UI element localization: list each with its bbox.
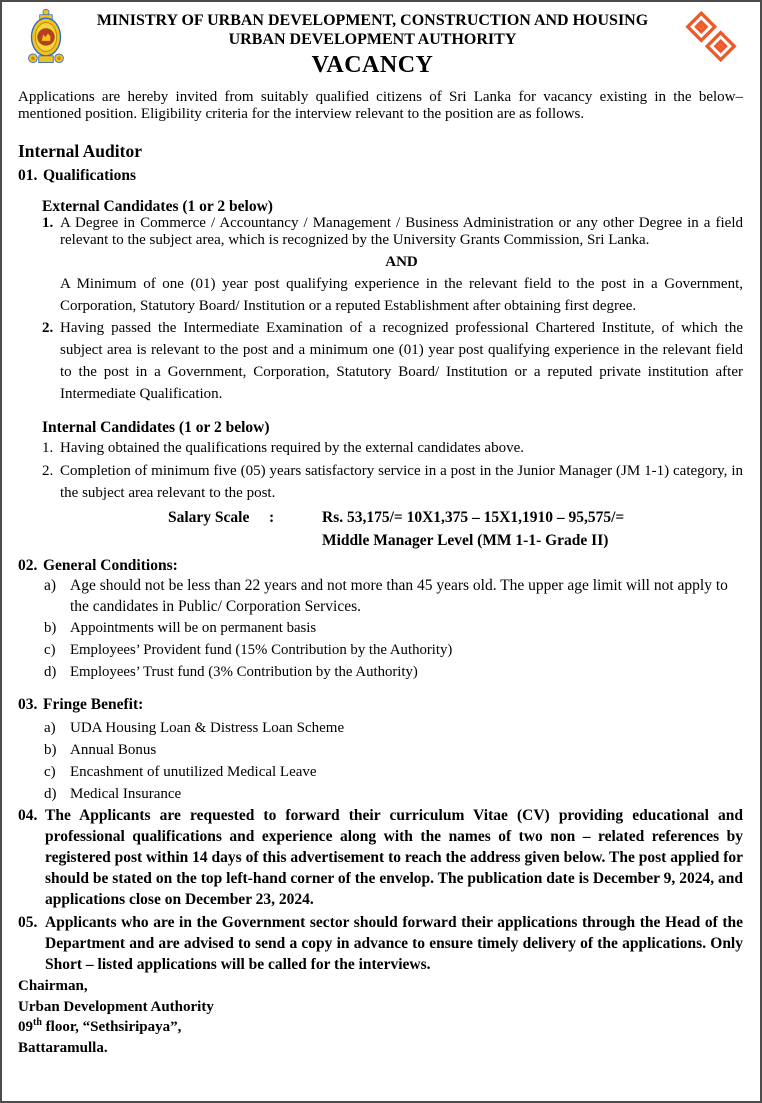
item-text: Medical Insurance [70, 786, 182, 803]
section-general-conditions-heading [18, 556, 743, 575]
fringe-benefit-list [44, 718, 743, 804]
section-title: Fringe Benefit: [43, 696, 144, 714]
uda-logo-icon [679, 10, 743, 63]
benefit-item-b [44, 740, 743, 760]
condition-item-c [44, 640, 743, 661]
salary-scale-row [168, 506, 743, 552]
and-connector: AND [385, 253, 418, 270]
section-qualifications-heading [18, 166, 743, 185]
sri-lanka-emblem-icon [26, 8, 66, 66]
address-line-city: Battaramulla. [18, 1039, 108, 1056]
application-instructions-text: The Applicants are requested to forward their curriculum Vitae (CV) providing educational and professional qualifications and experience along with the names of two non – related references by registered post within 14 days of this advertisement to reach the address given below. The post applied for should be stated on the top left-hand corner of the envelop. The publication date is December 9, 2024, and applications close on December 23, 2024. [45, 807, 743, 909]
authority-name: URBAN DEVELOPMENT AUTHORITY [228, 31, 517, 48]
section-number: 01. [18, 167, 38, 184]
salary-scale-label: Salary Scale [168, 509, 250, 527]
salary-scale-grade: Middle Manager Level (MM 1-1- Grade II) [322, 532, 609, 550]
external-item-1 [42, 215, 743, 317]
signatory-organization: Urban Development Authority [18, 998, 214, 1015]
degree-requirement: A Degree in Commerce / Accountancy / Management / Business Administration or any other Degree in a field relevant to the subject area, which is recognized by the University Grants Commission, Sri Lanka. [60, 215, 743, 248]
benefit-item-a [44, 718, 743, 738]
salary-scale-value [322, 506, 624, 552]
item-letter: c) [44, 764, 56, 781]
position-title: Internal Auditor [18, 141, 142, 161]
item-letter: b) [44, 742, 57, 759]
section-title: General Conditions: [43, 557, 178, 575]
notice-title: VACANCY [311, 52, 434, 78]
internal-item-2 [42, 461, 743, 504]
item-text: Appointments will be on permanent basis [70, 620, 317, 637]
item-text: UDA Housing Loan & Distress Loan Scheme [70, 720, 345, 737]
external-item-1-text [60, 215, 743, 317]
item-letter: c) [44, 642, 56, 659]
benefit-item-d [44, 784, 743, 804]
building-name: floor, “Sethsiripaya”, [41, 1019, 182, 1036]
list-number: 2. [42, 319, 54, 336]
section-title: Qualifications [43, 167, 137, 184]
item-text: Employees’ Trust fund (3% Contribution by the Authority) [70, 664, 418, 681]
section-fringe-benefit-heading [18, 695, 743, 714]
item-text: Employees’ Provident fund (15% Contribution by the Authority) [70, 642, 453, 659]
letterhead-text [66, 8, 679, 78]
government-applicants-text: Applicants who are in the Government sector should forward their applications through the Head of the Department and are advised to send a copy in advance to ensure timely delivery of the applications. Only Short – listed applications will be called for the interviews. [45, 914, 743, 974]
section-number: 02. [18, 557, 38, 575]
floor-ordinal-suffix: th [33, 1017, 42, 1029]
item-letter: a) [44, 577, 57, 595]
signature-address-block [18, 976, 743, 1058]
item-letter: a) [44, 720, 56, 737]
item-text: Age should not be less than 22 years and not more than 45 years old. The upper age limit will not apply to the candidates in Public/ Corporation Services. [70, 577, 728, 616]
internal-item-1 [42, 438, 743, 460]
external-candidates-heading: External Candidates (1 or 2 below) [42, 198, 273, 215]
internal-candidates-heading: Internal Candidates (1 or 2 below) [42, 418, 270, 436]
list-number: 1. [42, 439, 54, 456]
condition-item-d [44, 662, 743, 683]
item-letter: d) [44, 786, 57, 803]
list-number: 2. [42, 463, 54, 480]
item-text: Encashment of unutilized Medical Leave [70, 764, 317, 781]
condition-item-a [44, 575, 743, 617]
government-applicants-paragraph [18, 912, 743, 975]
internal-item-2-text: Completion of minimum five (05) years satisfactory service in a post in the Junior Manager (JM 1-1) category, in the subject area relevant to the post. [60, 463, 743, 501]
external-item-2-text: Having passed the Intermediate Examination of a recognized professional Chartered Institute, of which the subject area is relevant to the post and a minimum one (01) year post qualifying experience in the relevant field to the post in a Government, Corporation, Statutory Board/ Institution or a reputed private institution after Intermediate Qualification. [60, 319, 743, 402]
internal-item-1-text: Having obtained the qualifications required by the external candidates above. [60, 439, 524, 456]
section-number: 05. [18, 914, 38, 932]
salary-scale-amount: Rs. 53,175/= 10X1,375 – 15X1,1910 – 95,575/= [322, 509, 625, 527]
benefit-item-c [44, 762, 743, 782]
condition-item-b [44, 618, 743, 639]
floor-number: 09 [18, 1019, 33, 1036]
item-letter: b) [44, 620, 57, 637]
list-number: 1. [42, 215, 54, 231]
signatory-title: Chairman, [18, 978, 88, 995]
section-number: 04. [18, 807, 38, 825]
general-conditions-list [44, 575, 743, 683]
intro-paragraph: Applications are hereby invited from suitably qualified citizens of Sri Lanka for vacancy existing in the below–mentioned position. Eligibility criteria for the interview relevant to the position are as follows. [18, 89, 743, 122]
item-letter: d) [44, 664, 57, 681]
address-line-floor [18, 1017, 743, 1038]
application-instructions-paragraph [18, 805, 743, 910]
salary-scale-colon: : [269, 509, 275, 527]
qualifications-block [42, 198, 743, 552]
ministry-name: MINISTRY OF URBAN DEVELOPMENT, CONSTRUCTION AND HOUSING [96, 12, 649, 29]
experience-requirement: A Minimum of one (01) year post qualifying experience in the relevant field to the post in a Government, Corporation, Statutory Board/ Institution or a reputed Establishment after obtaining first degree. [60, 275, 743, 314]
external-item-2 [42, 317, 743, 405]
item-text: Annual Bonus [70, 742, 157, 759]
section-number: 03. [18, 696, 38, 714]
letterhead [18, 8, 743, 78]
